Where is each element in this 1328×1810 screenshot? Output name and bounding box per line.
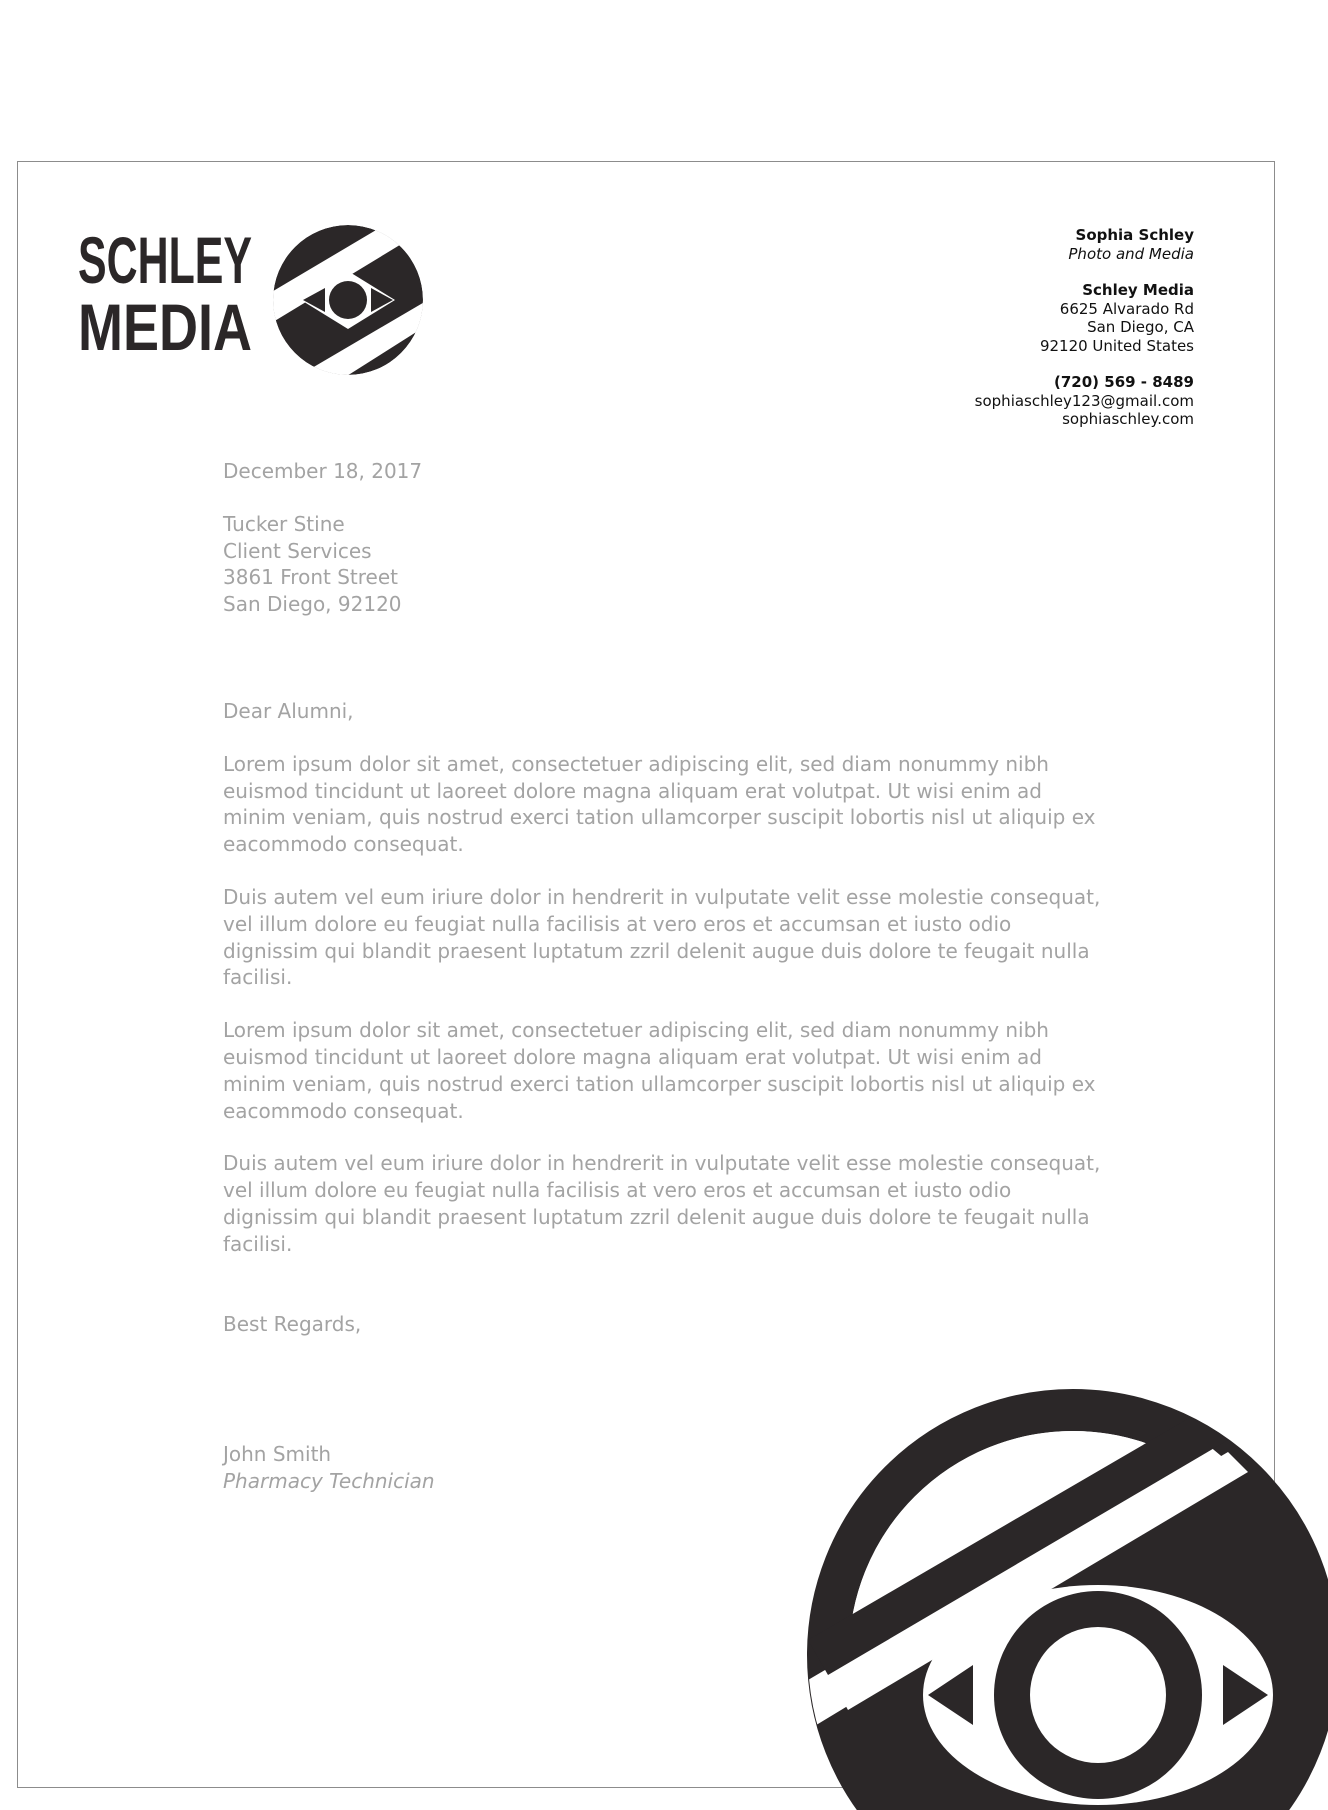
- recipient-block: [223, 511, 1103, 618]
- aperture-eye-icon: [273, 225, 423, 375]
- recipient-department: Client Services: [223, 538, 372, 563]
- corner-aperture-eye-icon: [808, 1390, 1328, 1810]
- sender-name: Sophia Schley: [1075, 226, 1194, 244]
- logo-line-1: SCHLEY: [78, 223, 252, 297]
- paragraph: Duis autem vel eum iriure dolor in hendrerit in vulputate velit esse molestie consequat, vel illum dolore eu feugiat nulla facilisis at vero eros et accumsan et iusto odio dignissim qui blandit praesent luptatum zzril delenit augue duis dolore te feugait nulla facilisi.: [223, 1151, 1101, 1256]
- logo-wordmark: [78, 222, 268, 364]
- signature-title: Pharmacy Technician: [223, 1469, 435, 1494]
- letterhead-page: [17, 161, 1275, 1788]
- sender-phone: (720) 569 - 8489: [1054, 373, 1194, 391]
- recipient-name: Tucker Stine: [223, 511, 345, 536]
- sender-address-line-2: San Diego, CA: [1087, 318, 1194, 336]
- signature-name: John Smith: [223, 1442, 332, 1467]
- sender-address-line-1: 6625 Alvarado Rd: [1059, 299, 1194, 318]
- logo-line-2: MEDIA: [78, 290, 252, 364]
- sender-company: Schley Media: [1082, 281, 1194, 299]
- recipient-city: San Diego, 92120: [223, 592, 402, 617]
- recipient-street: 3861 Front Street: [223, 565, 398, 590]
- sender-role: Photo and Media: [1068, 244, 1194, 263]
- paragraph: Lorem ipsum dolor sit amet, consectetuer adipiscing elit, sed diam nonummy nibh euismod tincidunt ut laoreet dolore magna aliquam erat volutpat. Ut wisi enim ad minim veniam, quis nostrud exerci tation ullamcorper suscipit lobortis nisl ut aliquip ex eacommodo consequat.: [223, 1018, 1096, 1123]
- paragraph: Duis autem vel eum iriure dolor in hendrerit in vulputate velit esse molestie consequat, vel illum dolore eu feugiat nulla facilisis at vero eros et accumsan et iusto odio dignissim qui blandit praesent luptatum zzril delenit augue duis dolore te feugait nulla facilisi.: [223, 884, 1101, 990]
- paragraph: Lorem ipsum dolor sit amet, consectetuer adipiscing elit, sed diam nonummy nibh euismod tincidunt ut laoreet dolore magna aliquam erat volutpat. Ut wisi enim ad minim veniam, quis nostrud exerci tation ullamcorper suscipit lobortis nisl ut aliquip ex eacommodo consequat.: [223, 751, 1096, 857]
- letter-date: December 18, 2017: [223, 459, 423, 483]
- sender-address-line-3: 92120 United States: [1039, 336, 1194, 355]
- closing: Best Regards,: [223, 1311, 362, 1336]
- sender-email: sophiaschley123@gmail.com: [974, 391, 1194, 410]
- sender-contact-block: [975, 226, 1194, 429]
- sender-website: sophiaschley.com: [1062, 410, 1194, 428]
- salutation: Dear Alumni,: [223, 698, 354, 723]
- letter-body: [223, 458, 1103, 1495]
